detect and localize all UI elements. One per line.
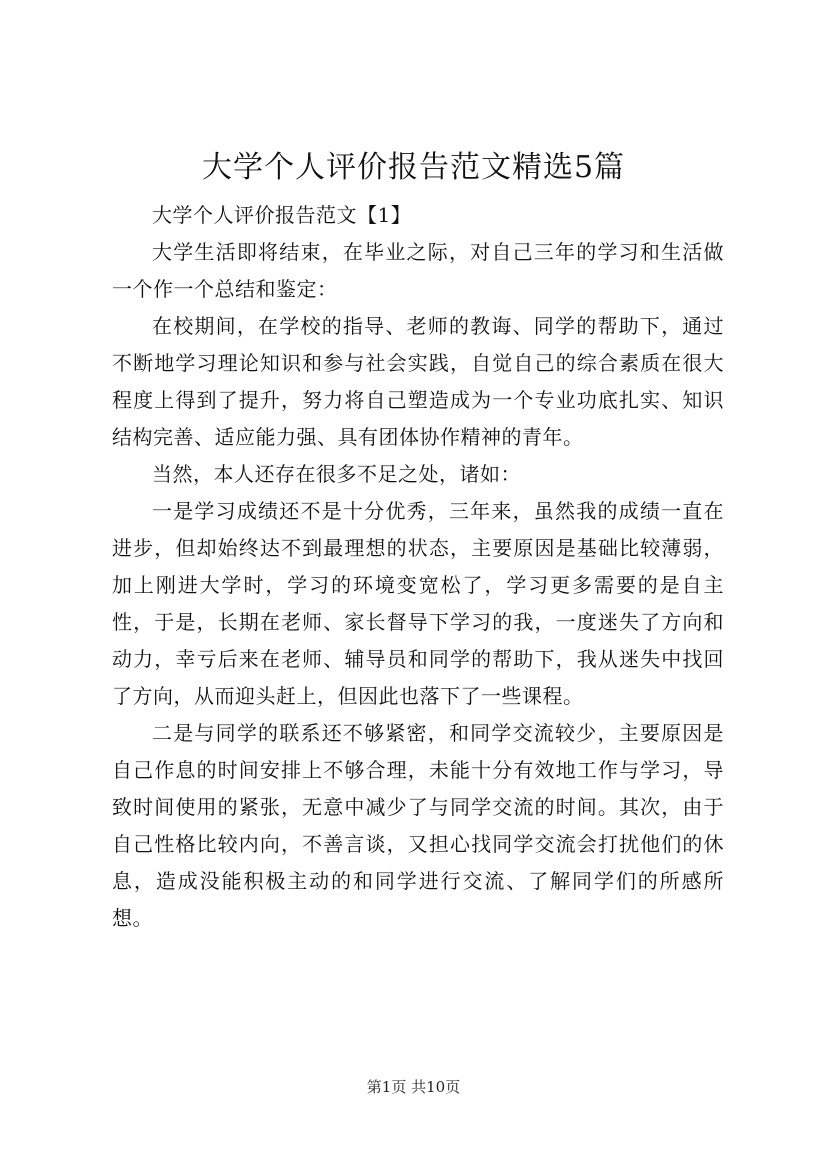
document-title: 大学个人评价报告范文精选5篇 <box>201 150 626 185</box>
paragraph-shortcomings-intro: 当然，本人还存在很多不足之处，诸如： <box>152 462 521 486</box>
paragraph-shortcoming-two: 二是与同学的联系还不够紧密，和同学交流较少，主要原因是自己作息的时间安排上不够合理，未能十分有效地工作与学习，导致时间使用的紧张，无意中减少了与同学交流的时间。其次，由于自己性格比较内向，不善言谈，又担心找同学交流会打扰他们的休息，造成没能积极主动的和同学进行交流、了解同学们的所感所想。 <box>112 721 724 930</box>
paragraph-shortcoming-one: 一是学习成绩还不是十分优秀，三年来，虽然我的成绩一直在进步，但却始终达不到最理想的状态，主要原因是基础比较薄弱，加上刚进大学时，学习的环境变宽松了，学习更多需要的是自主性，于是，长期在老师、家长督导下学习的我，一度迷失了方向和动力，幸亏后来在老师、辅导员和同学的帮助下，我从迷失中找回了方向，从而迎头赶上，但因此也落下了一些课程。 <box>112 499 724 708</box>
paragraph-intro: 大学生活即将结束，在毕业之际，对自己三年的学习和生活做一个作一个总结和鉴定： <box>112 240 724 301</box>
section-heading: 大学个人评价报告范文【1】 <box>152 203 412 227</box>
page-number-footer: 第1页 共10页 <box>366 1078 461 1096</box>
document-body <box>112 197 724 937</box>
paragraph-school-period: 在校期间，在学校的指导、老师的教诲、同学的帮助下，通过不断地学习理论知识和参与社会实践，自觉自己的综合素质在很大程度上得到了提升，努力将自己塑造成为一个专业功底扎实、知识结构完善、适应能力强、具有团体协作精神的青年。 <box>112 314 724 449</box>
